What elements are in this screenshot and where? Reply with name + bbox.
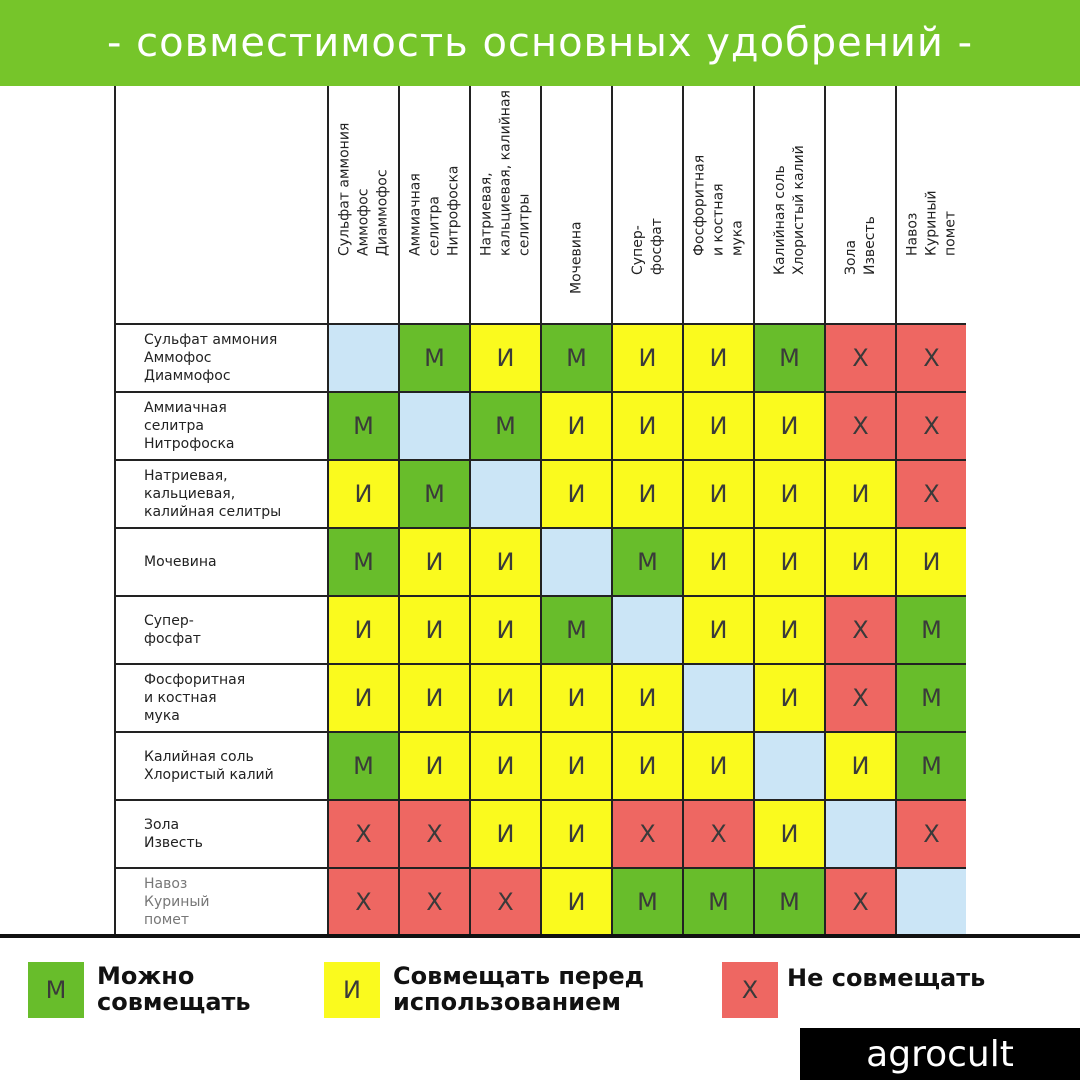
cell-symbol: И [567, 480, 586, 508]
cell-symbol: И [638, 684, 657, 712]
column-header [682, 86, 753, 323]
cell-symbol: И [709, 752, 728, 780]
row-header-label: Зола Известь [144, 817, 203, 851]
cell-symbol: И [496, 344, 515, 372]
cell-symbol: И [567, 752, 586, 780]
table-cell [540, 867, 611, 935]
table-cell [540, 731, 611, 799]
table-cell [540, 595, 611, 663]
table-cell [682, 323, 753, 391]
table-cell [611, 663, 682, 731]
column-header-label: Зола Известь [842, 216, 878, 275]
cell-symbol: Х [355, 820, 372, 848]
table-cell [682, 799, 753, 867]
cell-symbol: И [425, 548, 444, 576]
cell-symbol: М [424, 480, 445, 508]
cell-symbol: И [354, 616, 373, 644]
cell-symbol: Х [852, 616, 869, 644]
cell-symbol: Х [852, 888, 869, 916]
cell-symbol: Х [497, 888, 514, 916]
brand-logo: agrocult [800, 1028, 1080, 1080]
table-cell [611, 731, 682, 799]
cell-symbol: И [496, 820, 515, 848]
table-cell-same [895, 867, 966, 935]
table-cell [611, 459, 682, 527]
table-cell [895, 799, 966, 867]
cell-symbol: И [354, 480, 373, 508]
table-cell [398, 867, 469, 935]
column-header [753, 86, 824, 323]
column-header-label: Супер- фосфат [629, 218, 665, 275]
table-cell [824, 527, 895, 595]
cell-symbol: И [496, 548, 515, 576]
table-cell [540, 799, 611, 867]
table-cell [753, 527, 824, 595]
column-header-label: Натриевая, кальциевая, калийная селитры [478, 90, 532, 256]
table-cell [469, 663, 540, 731]
table-cell [469, 867, 540, 935]
row-header-label: Фосфоритная и костная мука [144, 672, 246, 724]
cell-symbol: И [709, 344, 728, 372]
legend-i-label: Совмещать перед использованием [393, 962, 645, 1016]
table-cell [895, 731, 966, 799]
table-cell-same [753, 731, 824, 799]
cell-symbol: Х [923, 820, 940, 848]
table-cell [753, 799, 824, 867]
row-header-label: Навоз Куриный помет [144, 876, 210, 928]
row-header [114, 663, 327, 731]
table-cell [611, 323, 682, 391]
table-cell [753, 459, 824, 527]
row-header [114, 595, 327, 663]
cell-symbol: Х [923, 412, 940, 440]
row-header [114, 391, 327, 459]
table-cell-same [469, 459, 540, 527]
cell-symbol: Х [923, 480, 940, 508]
column-header-label: Навоз Куриный помет [904, 190, 958, 256]
column-header [327, 86, 398, 323]
row-header [114, 731, 327, 799]
row-header [114, 527, 327, 595]
table-cell [682, 459, 753, 527]
table-cell [327, 391, 398, 459]
cell-symbol: И [425, 752, 444, 780]
table-cell [824, 663, 895, 731]
column-header [611, 86, 682, 323]
cell-symbol: И [709, 480, 728, 508]
legend-x-symbol: Х [741, 976, 759, 1004]
table-cell [895, 663, 966, 731]
table-cell [682, 731, 753, 799]
table-cell-same [327, 323, 398, 391]
column-header [540, 86, 611, 323]
table-cell [895, 323, 966, 391]
row-header [114, 459, 327, 527]
legend-x-label: Не совмещать [787, 964, 986, 992]
cell-symbol: И [780, 684, 799, 712]
cell-symbol: М [921, 752, 942, 780]
table-cell-same [611, 595, 682, 663]
column-header-label: Мочевина [568, 221, 584, 294]
cell-symbol: И [709, 412, 728, 440]
table-cell [327, 595, 398, 663]
table-cell [540, 391, 611, 459]
cell-symbol: И [851, 752, 870, 780]
cell-symbol: Х [923, 344, 940, 372]
table-cell [682, 527, 753, 595]
row-header [114, 799, 327, 867]
cell-symbol: И [638, 752, 657, 780]
cell-symbol: Х [426, 888, 443, 916]
legend-m-label: Можно совмещать [97, 962, 251, 1016]
row-header-label: Натриевая, кальциевая, калийная селитры [144, 468, 282, 520]
cell-symbol: Х [355, 888, 372, 916]
row-header-label: Мочевина [144, 554, 217, 570]
cell-symbol: И [922, 548, 941, 576]
table-cell [753, 867, 824, 935]
cell-symbol: И [496, 752, 515, 780]
table-cell [824, 595, 895, 663]
table-cell-same [682, 663, 753, 731]
legend-m-swatch [28, 962, 84, 1018]
cell-symbol: И [709, 616, 728, 644]
row-header [114, 867, 327, 935]
column-header [895, 86, 966, 323]
table-cell [611, 391, 682, 459]
cell-symbol: И [567, 888, 586, 916]
cell-symbol: И [780, 412, 799, 440]
column-header [824, 86, 895, 323]
cell-symbol: Х [852, 344, 869, 372]
legend-i-symbol: И [343, 976, 361, 1004]
cell-symbol: И [638, 344, 657, 372]
table-cell [398, 595, 469, 663]
legend-x-swatch [722, 962, 778, 1018]
cell-symbol: И [780, 820, 799, 848]
cell-symbol: И [851, 548, 870, 576]
table-cell [682, 595, 753, 663]
page-title: - совместимость основных удобрений - [106, 20, 974, 66]
row-header [114, 323, 327, 391]
cell-symbol: И [851, 480, 870, 508]
table-cell [469, 323, 540, 391]
table-cell [895, 595, 966, 663]
cell-symbol: И [780, 480, 799, 508]
cell-symbol: И [709, 548, 728, 576]
cell-symbol: И [567, 820, 586, 848]
cell-symbol: Х [426, 820, 443, 848]
table-cell [398, 459, 469, 527]
table-cell [327, 799, 398, 867]
table-cell [753, 391, 824, 459]
table-cell [611, 867, 682, 935]
compatibility-table [114, 86, 966, 934]
table-cell-same [540, 527, 611, 595]
table-cell [824, 731, 895, 799]
cell-symbol: И [425, 616, 444, 644]
table-cell-same [398, 391, 469, 459]
table-cell [398, 799, 469, 867]
table-cell [611, 527, 682, 595]
cell-symbol: Х [852, 412, 869, 440]
cell-symbol: И [496, 616, 515, 644]
cell-symbol: И [496, 684, 515, 712]
cell-symbol: М [779, 888, 800, 916]
cell-symbol: И [638, 480, 657, 508]
table-cell [611, 799, 682, 867]
cell-symbol: М [637, 548, 658, 576]
table-cell [753, 595, 824, 663]
cell-symbol: М [353, 548, 374, 576]
cell-symbol: М [708, 888, 729, 916]
row-header-label: Супер- фосфат [144, 613, 201, 647]
cell-symbol: И [567, 684, 586, 712]
table-cell [682, 867, 753, 935]
cell-symbol: Х [639, 820, 656, 848]
table-cell [398, 663, 469, 731]
cell-symbol: М [637, 888, 658, 916]
table-cell [540, 323, 611, 391]
table-cell [327, 867, 398, 935]
cell-symbol: И [780, 548, 799, 576]
cell-symbol: М [779, 344, 800, 372]
cell-symbol: И [780, 616, 799, 644]
table-cell [469, 595, 540, 663]
row-header-label: Калийная соль Хлористый калий [144, 749, 274, 783]
cell-symbol: М [353, 752, 374, 780]
cell-symbol: И [567, 412, 586, 440]
cell-symbol: М [495, 412, 516, 440]
cell-symbol: Х [852, 684, 869, 712]
legend-m-symbol: М [45, 976, 67, 1004]
row-header-label: Аммиачная селитра Нитрофоска [144, 400, 235, 452]
table-cell [398, 323, 469, 391]
table-cell [469, 391, 540, 459]
cell-symbol: М [566, 616, 587, 644]
table-cell [327, 663, 398, 731]
table-cell [895, 391, 966, 459]
cell-symbol: М [566, 344, 587, 372]
table-cell [469, 527, 540, 595]
row-header-label: Сульфат аммония Аммофос Диаммофос [144, 332, 278, 384]
table-corner [114, 86, 327, 323]
table-cell [398, 731, 469, 799]
cell-symbol: И [638, 412, 657, 440]
cell-symbol: М [353, 412, 374, 440]
column-header-label: Аммиачная селитра Нитрофоска [407, 165, 461, 256]
table-cell [327, 459, 398, 527]
table-cell [469, 799, 540, 867]
table-cell [753, 663, 824, 731]
table-cell [824, 867, 895, 935]
table-cell [327, 527, 398, 595]
table-cell [824, 391, 895, 459]
cell-symbol: М [921, 616, 942, 644]
cell-symbol: И [425, 684, 444, 712]
table-cell [895, 527, 966, 595]
table-cell [540, 459, 611, 527]
column-header [469, 86, 540, 323]
legend-i-swatch [324, 962, 380, 1018]
header-bar [0, 0, 1080, 86]
table-cell-same [824, 799, 895, 867]
column-header-label: Сульфат аммония Аммофос Диаммофос [336, 122, 390, 256]
cell-symbol: М [424, 344, 445, 372]
table-cell [895, 459, 966, 527]
table-cell [469, 731, 540, 799]
table-cell [682, 391, 753, 459]
column-header-label: Фосфоритная и костная мука [691, 154, 745, 256]
table-cell [824, 323, 895, 391]
cell-symbol: И [354, 684, 373, 712]
table-cell [753, 323, 824, 391]
column-header-label: Калийная соль Хлористый калий [771, 145, 807, 275]
table-cell [327, 731, 398, 799]
table-cell [540, 663, 611, 731]
column-header [398, 86, 469, 323]
table-cell [398, 527, 469, 595]
table-cell [824, 459, 895, 527]
cell-symbol: М [921, 684, 942, 712]
cell-symbol: Х [710, 820, 727, 848]
